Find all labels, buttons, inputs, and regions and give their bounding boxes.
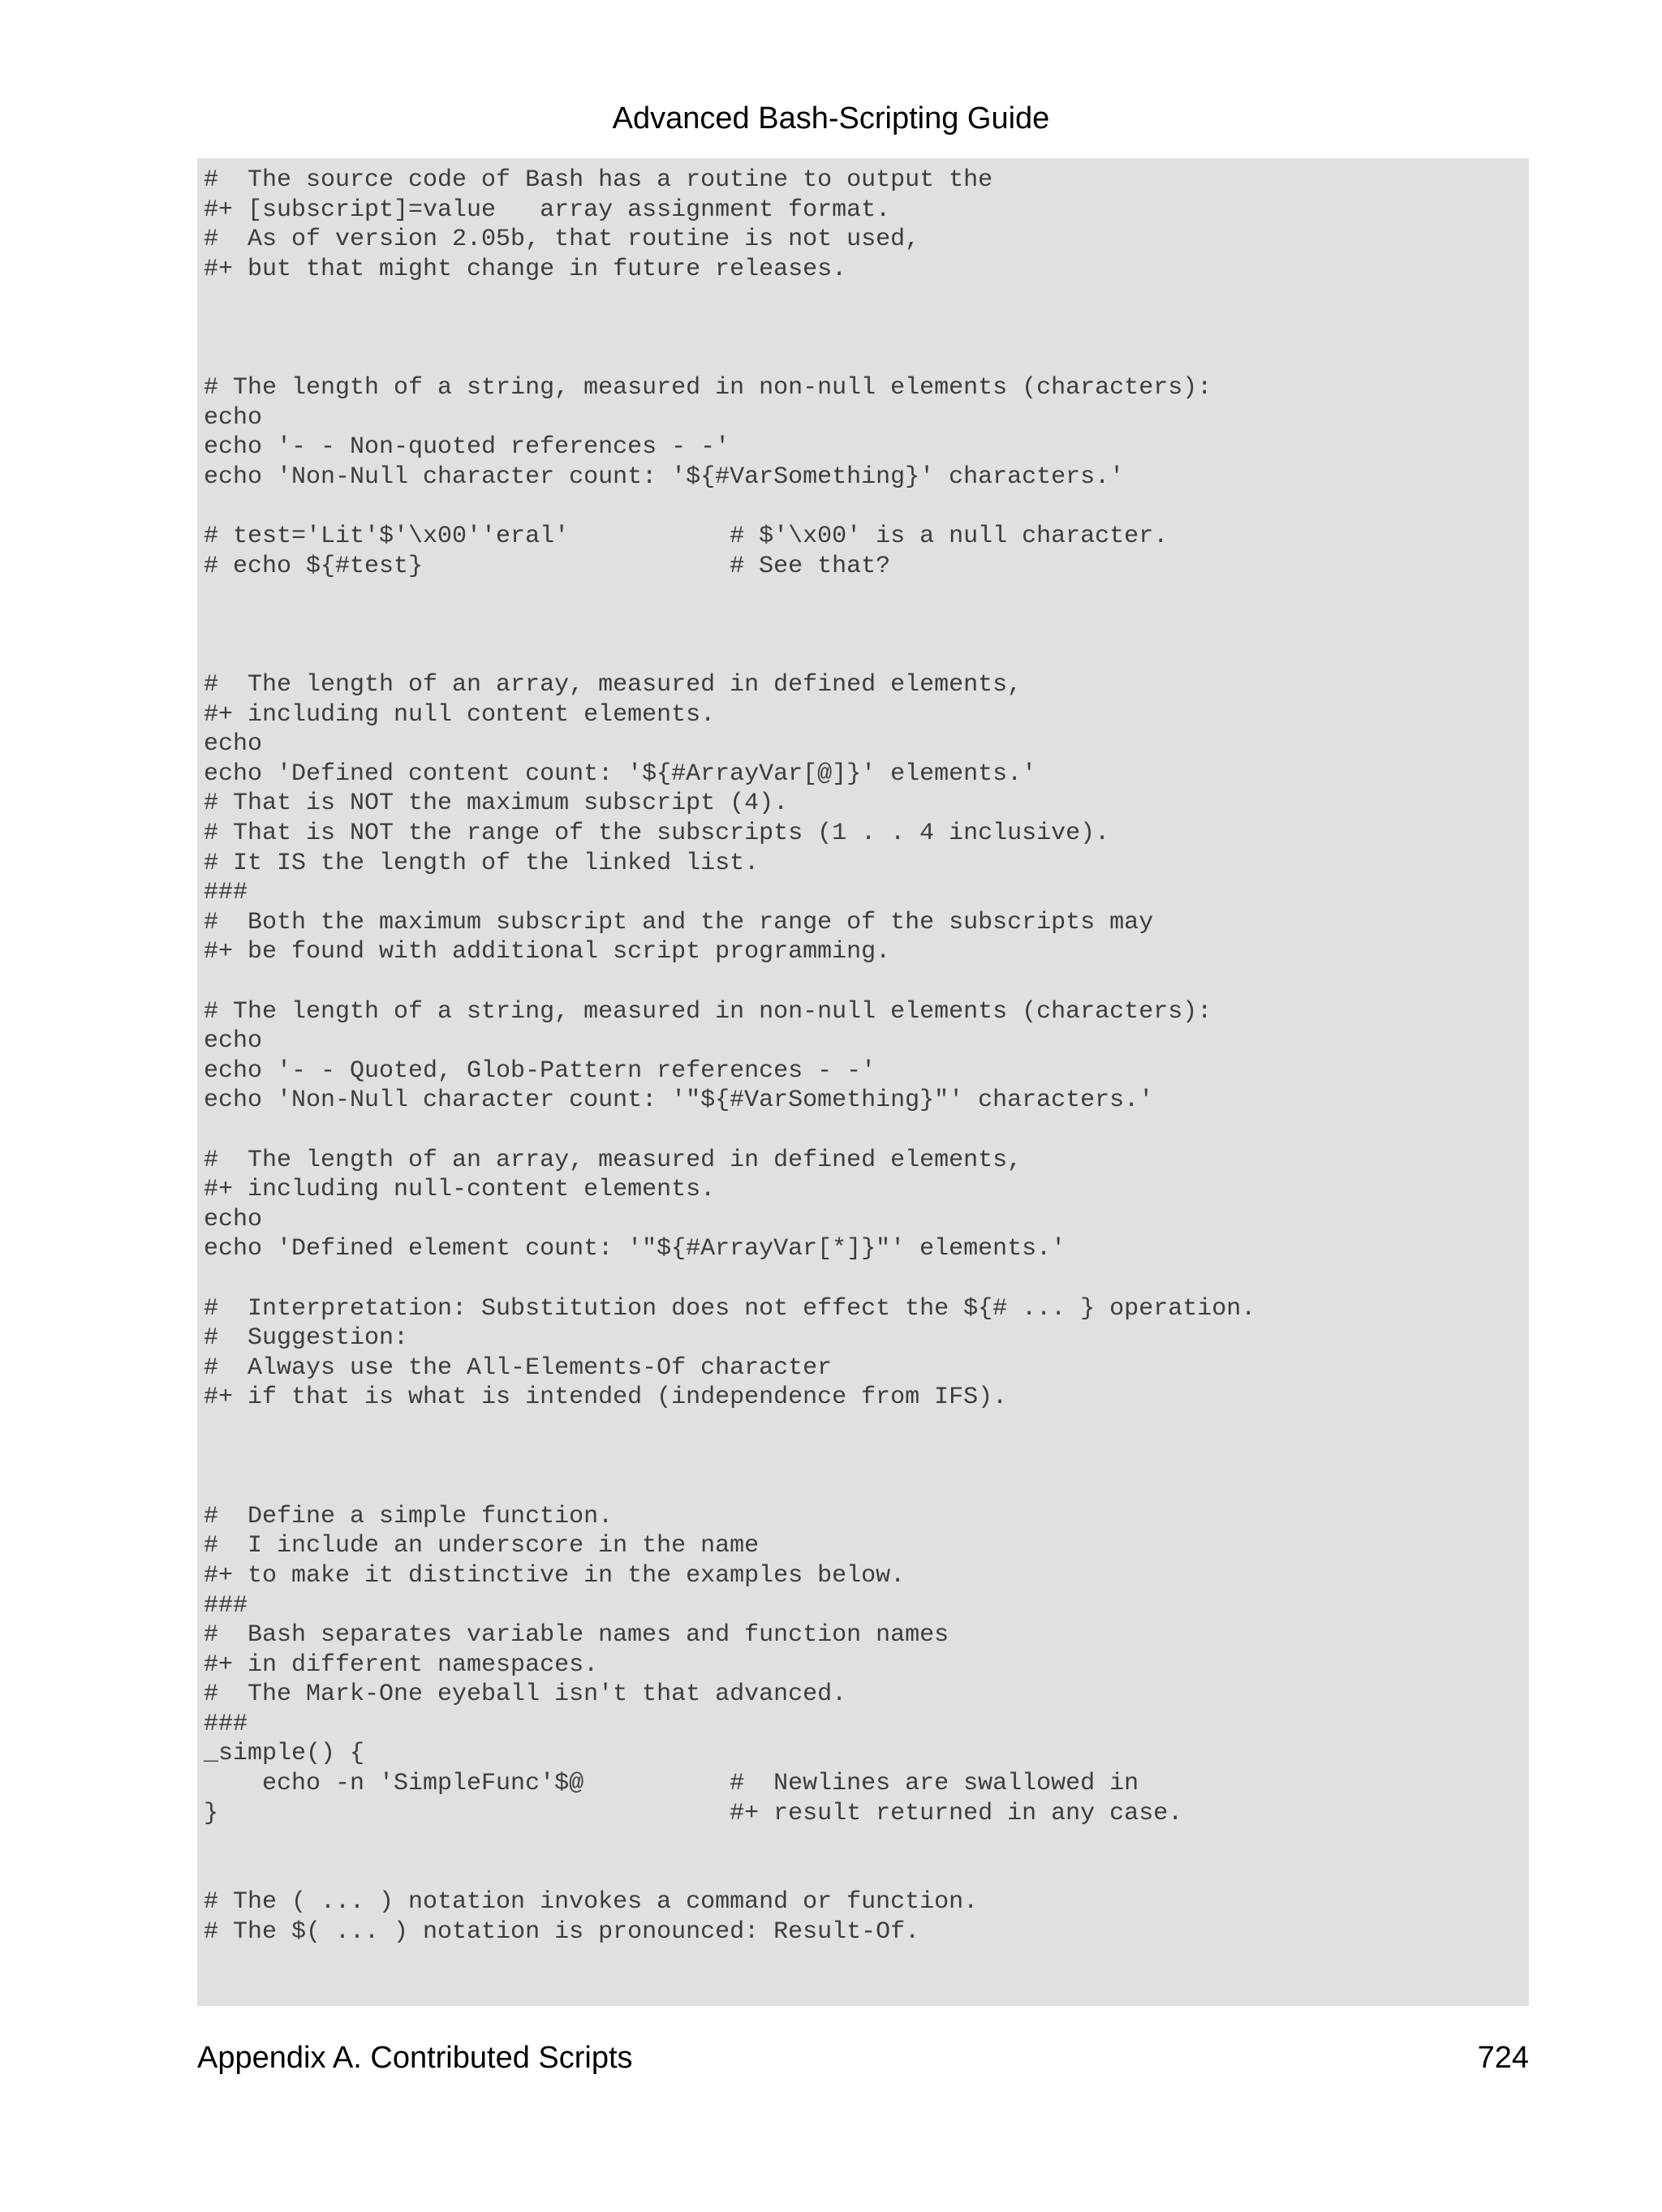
code-line — [204, 611, 1529, 641]
footer-page-number: 724 — [1477, 2041, 1529, 2075]
code-line: # The ( ... ) notation invokes a command or function. — [204, 1888, 979, 1917]
code-line: # The length of an array, measured in defined elements, — [204, 671, 1023, 699]
code-line: #+ be found with additional script programming. — [204, 938, 891, 966]
code-line: echo '- - Quoted, Glob-Pattern references - -' — [204, 1057, 876, 1085]
code-line: echo — [204, 1027, 263, 1056]
code-line — [204, 344, 1529, 374]
code-line: # I include an underscore in the name — [204, 1532, 760, 1560]
code-line: _simple() { — [204, 1740, 365, 1768]
code-line — [204, 314, 1529, 344]
code-line: # Both the maximum subscript and the range of the subscripts may — [204, 908, 1154, 936]
page-footer — [197, 2038, 1529, 2077]
code-line: # The source code of Bash has a routine to output the — [204, 166, 993, 194]
code-line — [204, 641, 1529, 671]
code-line — [204, 493, 1529, 523]
code-line — [204, 284, 1529, 314]
code-line: # The length of an array, measured in defined elements, — [204, 1146, 1023, 1174]
code-line: # Always use the All-Elements-Of character — [204, 1353, 833, 1382]
code-line: #+ including null-content elements. — [204, 1176, 716, 1204]
code-line: echo -n 'SimpleFunc'$@ # Newlines are swallowed in — [204, 1770, 1139, 1798]
code-line: ### — [204, 1591, 248, 1620]
code-line: # The Mark-One eyeball isn't that advanced. — [204, 1681, 847, 1709]
code-line: # Bash separates variable names and function names — [204, 1621, 949, 1650]
code-line: echo 'Defined content count: '${#ArrayVar[@]}' elements.' — [204, 760, 1037, 788]
code-line — [204, 1828, 1529, 1858]
code-line: #+ [subscript]=value array assignment format. — [204, 196, 891, 224]
code-line — [204, 1472, 1529, 1502]
code-line: echo — [204, 403, 263, 432]
code-line: # The length of a string, measured in non-null elements (characters): — [204, 997, 1212, 1026]
code-line: # Suggestion: — [204, 1324, 409, 1353]
code-line: # Interpretation: Substitution does not effect the ${# ... } operation. — [204, 1294, 1256, 1323]
code-line: ### — [204, 879, 248, 907]
code-line — [204, 1443, 1529, 1473]
code-line — [204, 1413, 1529, 1443]
code-line: #+ in different namespaces. — [204, 1650, 599, 1679]
code-line: # test='Lit'$'\x00''eral' # $'\x00' is a null character. — [204, 523, 1169, 551]
code-line: # That is NOT the maximum subscript (4). — [204, 790, 789, 818]
code-line: echo — [204, 1205, 263, 1233]
page-header-title: Advanced Bash-Scripting Guide — [612, 101, 1050, 136]
code-line: echo — [204, 730, 263, 759]
code-line: echo 'Non-Null character count: '${#VarSomething}' characters.' — [204, 463, 1125, 491]
code-line — [204, 967, 1529, 997]
code-line: # echo ${#test} # See that? — [204, 552, 891, 580]
code-line: # Define a simple function. — [204, 1502, 614, 1530]
code-line — [204, 1264, 1529, 1294]
footer-section-title: Appendix A. Contributed Scripts — [197, 2041, 633, 2075]
code-line: } #+ result returned in any case. — [204, 1799, 1183, 1827]
code-line — [204, 1858, 1529, 1888]
code-line: # That is NOT the range of the subscripts (1 . . 4 inclusive). — [204, 820, 1110, 848]
code-line: #+ including null content elements. — [204, 700, 716, 729]
code-line: #+ if that is what is intended (independence from IFS). — [204, 1384, 1008, 1412]
code-line: #+ but that might change in future releases. — [204, 255, 847, 283]
code-line — [204, 1116, 1529, 1146]
code-line: # The length of a string, measured in non-null elements (characters): — [204, 374, 1212, 402]
code-listing — [197, 158, 1529, 2006]
code-line: echo 'Defined element count: '"${#ArrayVar[*]}"' elements.' — [204, 1235, 1066, 1263]
code-line: echo '- - Non-quoted references - -' — [204, 433, 730, 462]
code-line: #+ to make it distinctive in the examples below. — [204, 1561, 906, 1590]
code-line: # The $( ... ) notation is pronounced: Result-Of. — [204, 1918, 920, 1947]
code-line — [204, 581, 1529, 611]
code-line: echo 'Non-Null character count: '"${#VarSomething}"' characters.' — [204, 1087, 1154, 1115]
code-line: # It IS the length of the linked list. — [204, 849, 760, 877]
code-line: ### — [204, 1710, 248, 1738]
code-line: # As of version 2.05b, that routine is not used, — [204, 226, 920, 254]
